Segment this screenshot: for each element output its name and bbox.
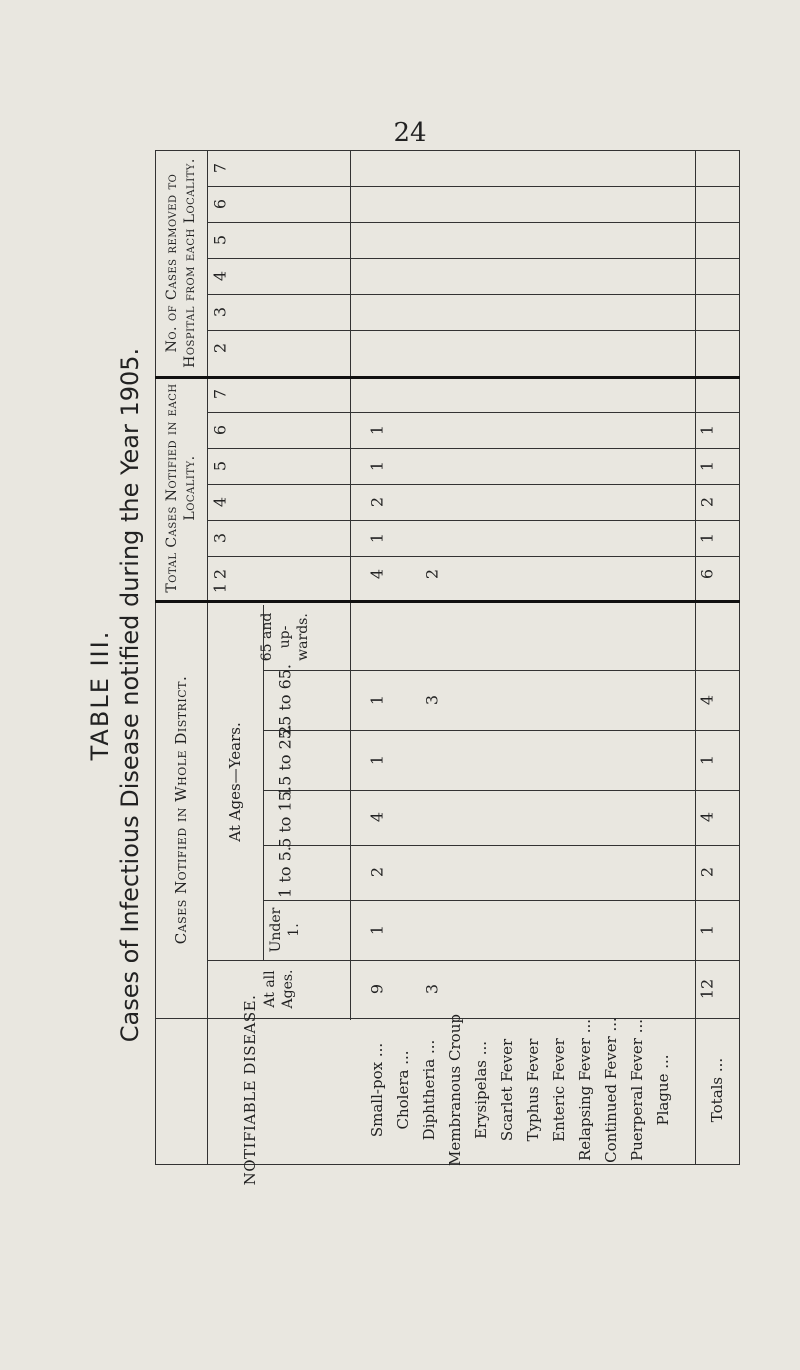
loc6-total: 6 bbox=[210, 424, 230, 436]
age25-65-total: 4 bbox=[697, 694, 717, 706]
table-title bbox=[85, 280, 145, 1110]
loc4-total-val: 2 bbox=[697, 496, 717, 508]
loc6-total-val: 1 bbox=[697, 424, 717, 436]
loc2-erysipelas: 2 bbox=[422, 568, 442, 580]
disease-relapsing-fever: Relapsing Fever ... bbox=[576, 1018, 594, 1162]
disease-erysipelas: Erysipelas ... bbox=[472, 1040, 490, 1140]
whole-district-header: Cases Notified in Whole District. bbox=[172, 675, 190, 945]
loc4-removed: 4 bbox=[210, 270, 230, 282]
under1-diphtheria: 1 bbox=[367, 924, 387, 936]
age-65-up-header: 65 and up-wards. bbox=[259, 612, 311, 662]
loc2-total-val: 6 bbox=[697, 568, 717, 580]
at-ages-header: At Ages—Years. bbox=[226, 722, 244, 842]
table-subtitle: Cases of Infectious Disease notified during the Year 1905. bbox=[116, 347, 144, 1043]
removed-header: No. of Cases removed to Hospital from each Locality. bbox=[164, 158, 198, 368]
loc3-total: 3 bbox=[210, 532, 230, 544]
totals-label: Totals ... bbox=[708, 1057, 726, 1123]
age5-15-total: 4 bbox=[697, 811, 717, 823]
loc2-total: 2 bbox=[210, 568, 230, 580]
disease-diphtheria: Diphtheria ... bbox=[420, 1039, 438, 1141]
loc7-total: 7 bbox=[210, 388, 230, 400]
loc2-removed: 2 bbox=[210, 342, 230, 354]
age-5-15-header: 5 to 15. bbox=[275, 786, 295, 848]
loc3-diphtheria: 1 bbox=[367, 532, 387, 544]
disease-plague: Plague ... bbox=[654, 1054, 672, 1126]
loc5-total: 5 bbox=[210, 460, 230, 472]
age15-25-total: 1 bbox=[697, 754, 717, 766]
loc4-diphtheria: 2 bbox=[367, 496, 387, 508]
age-1-5-header: 1 to 5. bbox=[275, 846, 295, 898]
loc3-removed: 3 bbox=[210, 306, 230, 318]
all-ages-total: 12 bbox=[697, 978, 717, 1000]
disease-typhus-fever: Typhus Fever bbox=[524, 1038, 542, 1142]
total-notified-header: Total Cases Notified in each Locality. bbox=[164, 383, 198, 593]
age5-15-diphtheria: 4 bbox=[367, 811, 387, 823]
age1-5-diphtheria: 2 bbox=[367, 866, 387, 878]
all-ages-diphtheria: 9 bbox=[367, 983, 387, 995]
page-number: 24 bbox=[393, 118, 427, 148]
age25-65-erysipelas: 3 bbox=[422, 694, 442, 706]
age1-5-total: 2 bbox=[697, 866, 717, 878]
disease-small-pox: Small-pox ... bbox=[368, 1042, 386, 1138]
disease-column-header: NOTIFIABLE DISEASE. bbox=[241, 994, 259, 1186]
table-label: TABLE III. bbox=[86, 629, 114, 761]
disease-continued-fever: Continued Fever ... bbox=[602, 1017, 620, 1163]
loc4-total: 4 bbox=[210, 496, 230, 508]
loc5-diphtheria: 1 bbox=[367, 460, 387, 472]
disease-puerperal-fever: Puerperal Fever ... bbox=[628, 1018, 646, 1162]
loc2-diphtheria: 4 bbox=[367, 568, 387, 580]
loc6-diphtheria: 1 bbox=[367, 424, 387, 436]
loc5-total-val: 1 bbox=[697, 460, 717, 472]
disease-table bbox=[155, 150, 740, 1186]
under1-total: 1 bbox=[697, 924, 717, 936]
all-ages-erysipelas: 3 bbox=[422, 983, 442, 995]
loc1-total: 1 bbox=[210, 582, 230, 594]
loc3-total-val: 1 bbox=[697, 532, 717, 544]
disease-scarlet-fever: Scarlet Fever bbox=[498, 1038, 516, 1142]
age15-25-diphtheria: 1 bbox=[367, 754, 387, 766]
loc5-removed: 5 bbox=[210, 234, 230, 246]
disease-enteric-fever: Enteric Fever bbox=[550, 1038, 568, 1142]
loc7-removed: 7 bbox=[210, 162, 230, 174]
disease-membranous-croup: Membranous Croup bbox=[446, 1014, 464, 1166]
age-under-1-header: Under 1. bbox=[268, 907, 302, 953]
age-25-65-header: 25 to 65. bbox=[275, 663, 295, 737]
loc6-removed: 6 bbox=[210, 198, 230, 210]
disease-cholera: Cholera ... bbox=[394, 1050, 412, 1130]
age25-65-diphtheria: 1 bbox=[367, 694, 387, 706]
age-15-25-header: 15 to 25. bbox=[275, 723, 295, 797]
at-all-ages-header: At all Ages. bbox=[262, 969, 296, 1009]
